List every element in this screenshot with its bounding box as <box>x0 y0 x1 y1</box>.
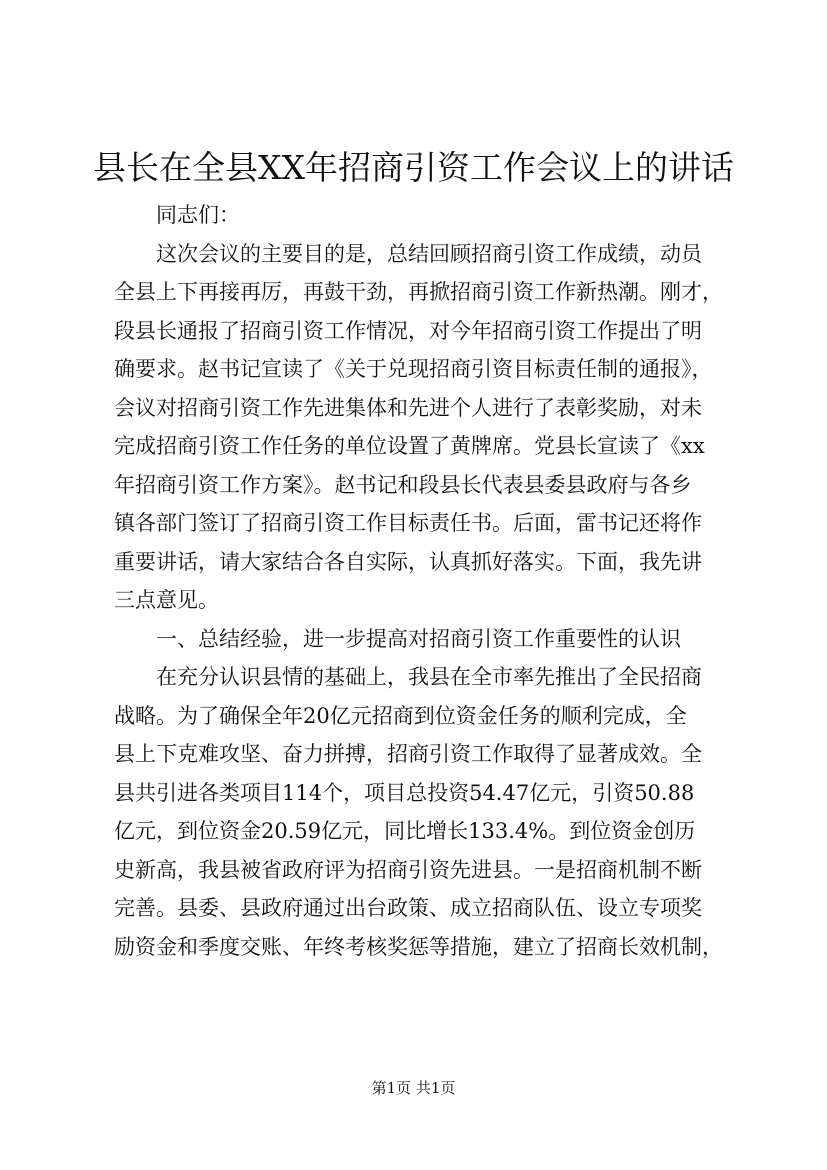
body-line: 县上下克难攻坚、奋力拼搏，招商引资工作取得了显著成效。全 <box>114 742 702 766</box>
body-line: 确要求。赵书记宣读了《关于兑现招商引资目标责任制的通报》， <box>114 357 713 381</box>
body-line: 励资金和季度交账、年终考核奖惩等措施，建立了招商长效机制， <box>114 934 723 959</box>
page-footer: 第1页 共1页 <box>371 1079 456 1097</box>
body-line: 全县上下再接再厉，再鼓干劲，再掀招商引资工作新热潮。刚才， <box>114 280 723 304</box>
body-line: 三点意见。 <box>114 588 219 612</box>
body-line: 段县长通报了招商引资工作情况，对今年招商引资工作提出了明 <box>114 318 702 343</box>
body-line: 战略。为了确保全年20亿元招商到位资金任务的顺利完成，全 <box>114 703 687 728</box>
body-line: 亿元，到位资金20.59亿元，同比增长133.4%。到位资金创历 <box>114 819 696 843</box>
body-line: 镇各部门签订了招商引资工作目标责任书。后面，雷书记还将作 <box>114 511 702 535</box>
section-heading: 一、总结经验，进一步提高对招商引资工作重要性的认识 <box>156 626 681 651</box>
body-line: 重要讲话，请大家结合各自实际，认真抓好落实。下面，我先讲 <box>114 549 702 574</box>
body-line: 会议对招商引资工作先进集体和先进个人进行了表彰奖励，对未 <box>114 395 702 420</box>
document-body <box>114 196 723 966</box>
body-line: 完善。县委、县政府通过出台政策、成立招商队伍、设立专项奖 <box>114 896 702 920</box>
body-line: 在充分认识县情的基础上，我县在全市率先推出了全民招商 <box>156 665 702 689</box>
body-line: 年招商引资工作方案》。赵书记和段县长代表县委县政府与各乡 <box>114 472 692 497</box>
document-title: 县长在全县XX年招商引资工作会议上的讲话 <box>93 148 734 187</box>
body-line: 史新高，我县被省政府评为招商引资先进县。一是招商机制不断 <box>114 857 702 882</box>
body-line: 这次会议的主要目的是，总结回顾招商引资工作成绩，动员 <box>156 241 702 266</box>
body-line: 县共引进各类项目114个，项目总投资54.47亿元，引资50.88 <box>114 780 695 805</box>
body-line: 完成招商引资工作任务的单位设置了黄牌席。党县长宣读了《xx <box>114 434 705 458</box>
body-line: 同志们： <box>156 203 240 227</box>
